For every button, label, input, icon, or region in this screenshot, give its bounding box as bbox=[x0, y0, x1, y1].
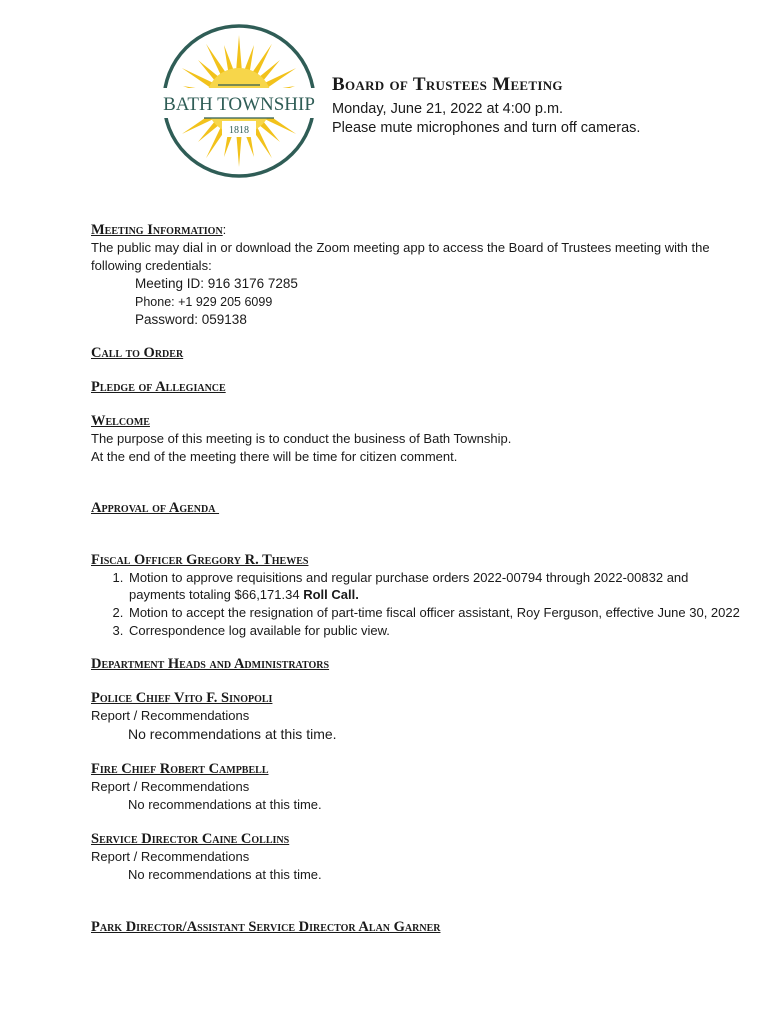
meeting-phone: Phone: +1 929 205 6099 bbox=[135, 295, 273, 309]
bath-township-logo bbox=[160, 20, 318, 182]
page-title: Board of Trustees Meeting bbox=[332, 74, 563, 95]
fire-heading: Fire Chief Robert Campbell bbox=[91, 761, 269, 777]
park-section bbox=[91, 918, 741, 936]
welcome-section bbox=[91, 412, 741, 466]
fire-recommendation: No recommendations at this time. bbox=[128, 797, 322, 812]
call-to-order-section bbox=[91, 344, 741, 362]
police-recommendation: No recommendations at this time. bbox=[128, 726, 337, 742]
meeting-info-text: The public may dial in or download the Zoom meeting app to access the Board of Trustees meeting with the following credentials: bbox=[91, 240, 710, 273]
meeting-id: Meeting ID: 916 3176 7285 bbox=[135, 276, 298, 291]
fire-report-label: Report / Recommendations bbox=[91, 779, 250, 794]
welcome-heading: Welcome bbox=[91, 413, 150, 429]
park-heading: Park Director/Assistant Service Director Alan Garner bbox=[91, 919, 441, 935]
police-section bbox=[91, 689, 741, 744]
list-item: 2. Motion to accept the resignation of part-time fiscal officer assistant, Roy Ferguson, effective June 30, 2022 bbox=[127, 604, 741, 621]
list-item: 3. Correspondence log available for public view. bbox=[127, 622, 741, 639]
roll-call-label: Roll Call. bbox=[303, 587, 359, 602]
meeting-date: Monday, June 21, 2022 at 4:00 p.m. bbox=[332, 101, 564, 117]
meeting-password: Password: 059138 bbox=[135, 312, 247, 327]
meeting-info-colon: : bbox=[222, 222, 227, 237]
welcome-line-1: The purpose of this meeting is to conduct the business of Bath Township. bbox=[91, 431, 512, 446]
fiscal-heading: Fiscal Officer Gregory R. Thewes bbox=[91, 552, 309, 568]
service-section bbox=[91, 830, 741, 884]
sun-seal-icon bbox=[160, 20, 318, 182]
approval-heading: Approval of Agenda bbox=[91, 500, 220, 516]
fiscal-motions-list bbox=[91, 569, 741, 639]
pledge-heading: Pledge of Allegiance bbox=[91, 379, 226, 395]
pledge-section bbox=[91, 378, 741, 396]
sun-ray bbox=[236, 35, 242, 73]
welcome-line-2: At the end of the meeting there will be time for citizen comment. bbox=[91, 449, 458, 464]
call-to-order-heading: Call to Order bbox=[91, 345, 184, 361]
agenda-body bbox=[91, 221, 741, 936]
fire-section bbox=[91, 760, 741, 814]
service-recommendation: No recommendations at this time. bbox=[128, 867, 322, 882]
meeting-info-section bbox=[91, 221, 741, 329]
meeting-info-heading: Meeting Information bbox=[91, 222, 223, 238]
meeting-header bbox=[332, 74, 640, 138]
logo-year: 1818 bbox=[229, 125, 249, 136]
list-item: 1. Motion to approve requisitions and regular purchase orders 2022-00794 through 2022-00832 and payments totaling $66,171.34 Roll Call. bbox=[127, 569, 741, 603]
approval-section bbox=[91, 499, 741, 517]
departments-heading: Department Heads and Administrators bbox=[91, 656, 330, 672]
logo-name: BATH TOWNSHIP bbox=[163, 94, 315, 115]
fiscal-section bbox=[91, 551, 741, 639]
police-heading: Police Chief Vito F. Sinopoli bbox=[91, 690, 273, 706]
service-heading: Service Director Caine Collins bbox=[91, 831, 290, 847]
police-report-label: Report / Recommendations bbox=[91, 708, 250, 723]
service-report-label: Report / Recommendations bbox=[91, 849, 250, 864]
meeting-notice: Please mute microphones and turn off cameras. bbox=[332, 120, 641, 136]
departments-section bbox=[91, 655, 741, 673]
